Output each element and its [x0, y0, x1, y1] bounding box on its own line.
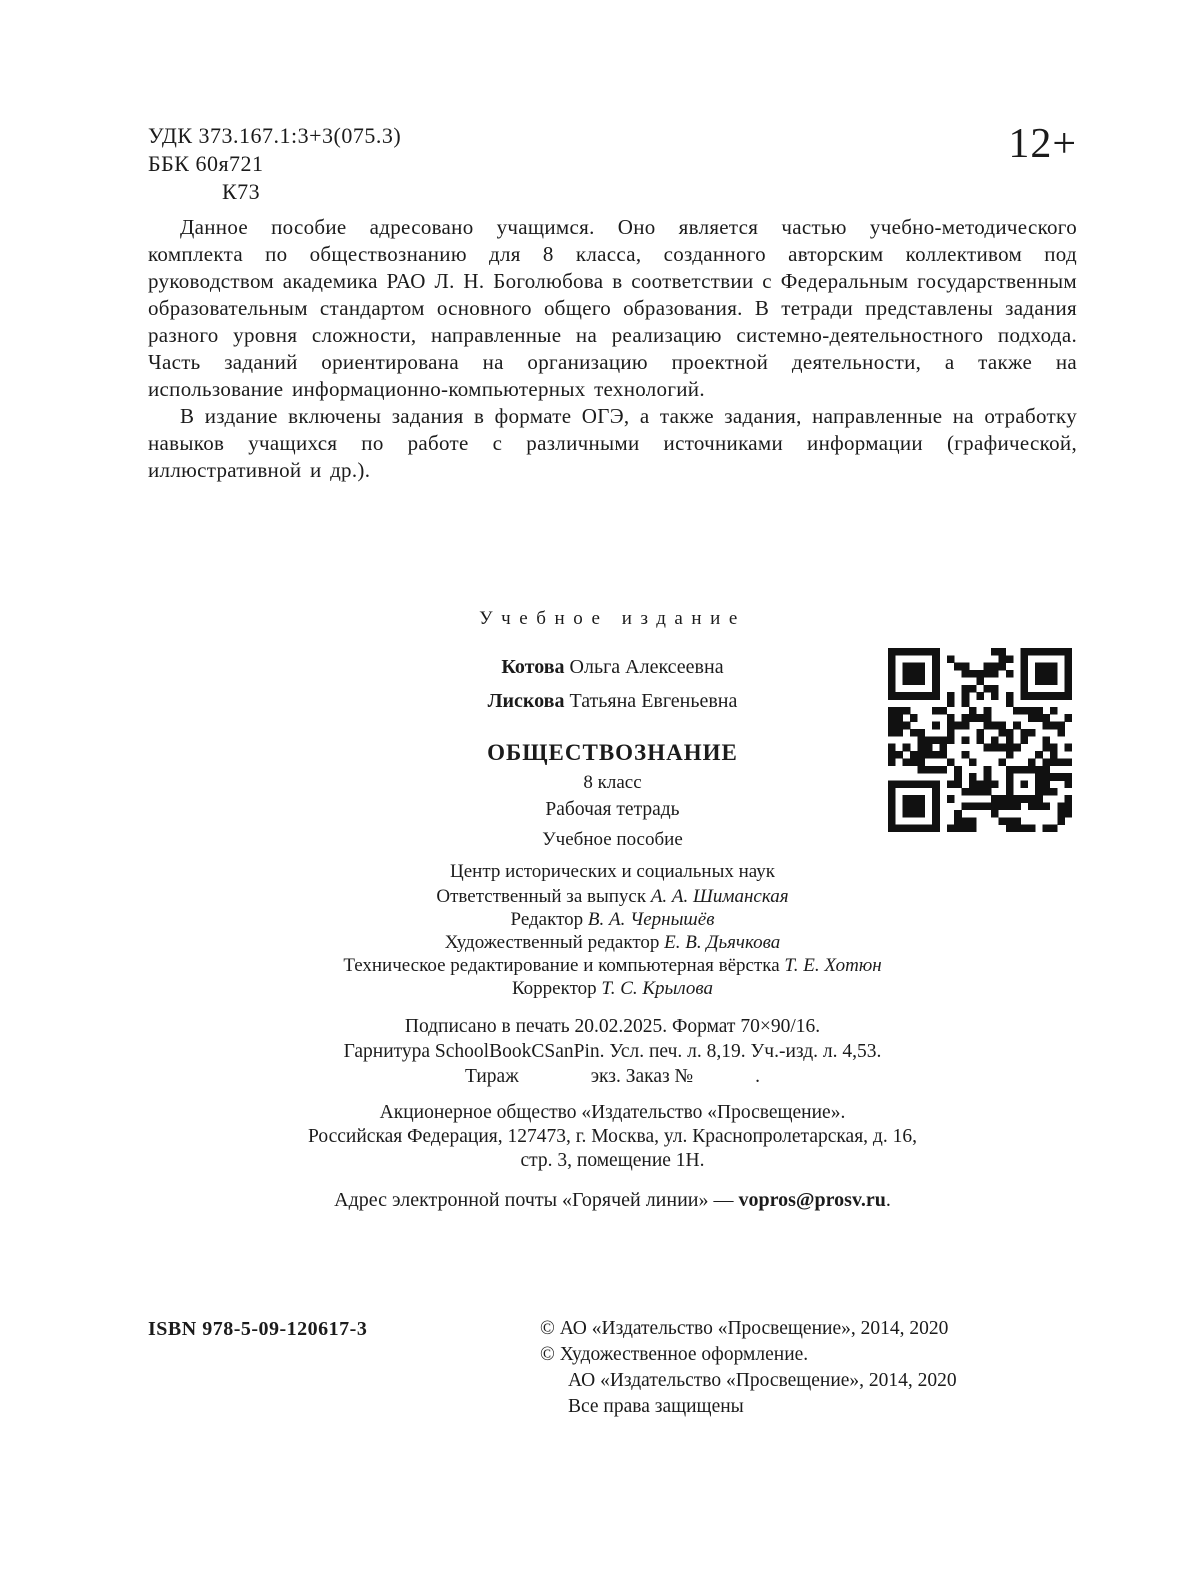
edition-type: Учебное издание [479, 608, 746, 629]
tirazh-label: Тираж [464, 1066, 519, 1087]
copyright-line: АО «Издательство «Просвещение», 2014, 2020 [568, 1370, 957, 1391]
author-surname: Лискова [487, 690, 565, 712]
author-surname: Котова [501, 656, 565, 678]
classification-codes [148, 122, 401, 206]
credit-role: Ответственный за выпуск [436, 886, 647, 907]
hotline-period: . [885, 1189, 891, 1211]
annotation-paragraph-1: Данное пособие адресовано учащимся. Оно является частью учебно-методического комплекта по обществознанию для 8 класса, созданного авторским коллективом под руководством академика РАО Л. Н. Боголюбова в соответствии с Федеральным государственным образовательным стандартом основного общего образования. В тетради представлены задания разного уровня сложности, направленные на реализацию системно-деятельностного подхода. Часть заданий ориентирована на организацию проектной деятельности, а также на использование информационно-компьютерных технологий. [148, 215, 1077, 401]
credit-name: Т. Е. Хотюн [784, 955, 882, 976]
print-run-line [148, 1064, 1077, 1089]
isbn: ISBN 978-5-09-120617-3 [148, 1318, 368, 1340]
credit-name: А. А. Шиманская [650, 886, 789, 907]
author-sign-code: К73 [222, 179, 261, 204]
copyright-line: © АО «Издательство «Просвещение», 2014, 2020 [540, 1318, 949, 1339]
book-grade: 8 класс [583, 772, 642, 793]
credit-line [148, 977, 1077, 1000]
print-date-format: Подписано в печать 20.02.2025. Формат 70×90/16. [404, 1016, 821, 1037]
line-period: . [755, 1066, 761, 1087]
publisher-block [148, 1101, 1077, 1173]
hotline-label: Адрес электронной почты «Горячей линии» — [334, 1189, 739, 1211]
print-info-block [148, 1014, 1077, 1089]
credit-role: Техническое редактирование и компьютерная вёрстка [343, 955, 780, 976]
annotation-paragraph-2: В издание включены задания в формате ОГЭ, а также задания, направленные на отработку навыков учащихся по работе с различными источниками информации (графической, иллюстративной и др.). [148, 404, 1077, 482]
credit-line [148, 885, 1077, 908]
imprint-center-block [148, 608, 1077, 1212]
credit-line [148, 908, 1077, 931]
author-name: Ольга Алексеевна [569, 656, 724, 678]
credit-role: Художественный редактор [444, 932, 660, 953]
udk-code: УДК 373.167.1:3+3(075.3) [148, 123, 402, 148]
credit-name: Т. С. Крылова [601, 978, 714, 999]
publisher-address-2: стр. 3, помещение 1Н. [520, 1150, 705, 1171]
author-line [148, 684, 1077, 718]
credit-line [148, 954, 1077, 977]
credits-block [148, 885, 1077, 1000]
annotation-block [148, 214, 1077, 484]
book-kind: Учебное пособие [542, 829, 683, 850]
top-codes-row [148, 122, 1077, 206]
credit-name: Е. В. Дьячкова [664, 932, 781, 953]
credit-name: В. А. Чернышёв [587, 909, 715, 930]
publishing-center: Центр исторических и социальных наук [450, 861, 775, 882]
author-name: Татьяна Евгеньевна [569, 690, 738, 712]
hotline-email-line [148, 1189, 1077, 1212]
book-subtitle: Рабочая тетрадь [545, 799, 680, 820]
publisher-name: Акционерное общество «Издательство «Просвещение». [379, 1102, 846, 1123]
credit-line [148, 931, 1077, 954]
author-line [148, 650, 1077, 684]
credit-role: Редактор [510, 909, 584, 930]
copyright-line: © Художественное оформление. [540, 1344, 809, 1365]
hotline-email: vopros@prosv.ru [738, 1189, 886, 1211]
copyright-block [540, 1316, 957, 1420]
copyright-line: Все права защищены [568, 1396, 744, 1417]
credit-role: Корректор [511, 978, 597, 999]
book-title: ОБЩЕСТВОЗНАНИЕ [487, 740, 738, 765]
order-label: экз. Заказ № [590, 1066, 694, 1087]
age-rating-badge: 12+ [1008, 121, 1077, 167]
print-typeface: Гарнитура SchoolBookCSanPin. Усл. печ. л. 8,19. Уч.-изд. л. 4,53. [343, 1041, 882, 1062]
bbk-code: ББК 60я721 [148, 151, 264, 176]
publisher-address-1: Российская Федерация, 127473, г. Москва, ул. Краснопролетарская, д. 16, [308, 1126, 917, 1147]
